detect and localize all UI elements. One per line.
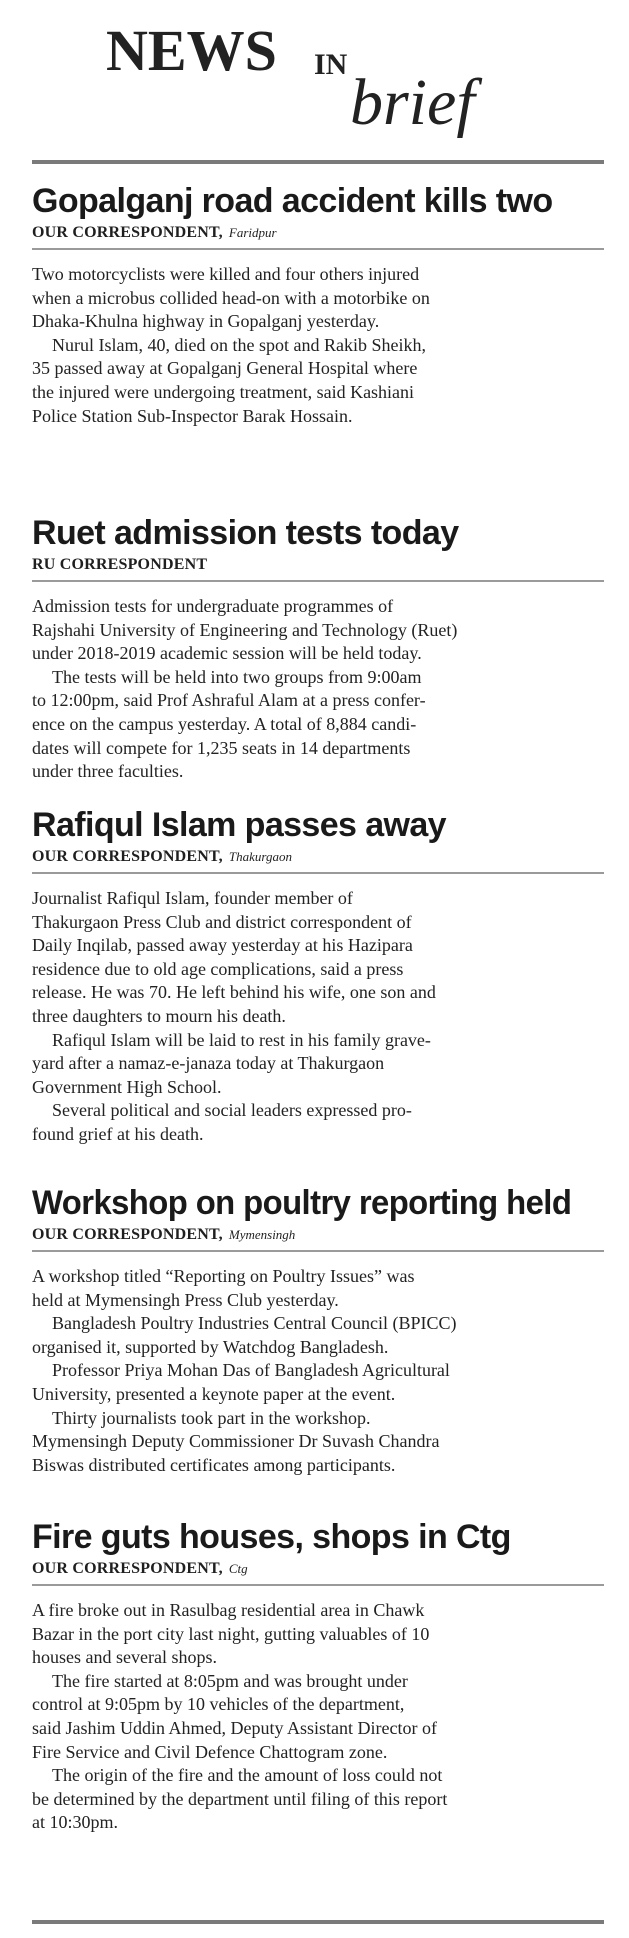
byline-rule [32, 1250, 604, 1252]
body-line: Nurul Islam, 40, died on the spot and Rakib Sheikh, [52, 334, 426, 355]
body-line: said Jashim Uddin Ahmed, Deputy Assistant Director of [32, 1717, 437, 1738]
article-paragraph [32, 1312, 604, 1359]
bottom-rule [32, 1920, 604, 1924]
article-paragraph [32, 1599, 604, 1670]
body-line: Daily Inqilab, passed away yesterday at his Hazipara [32, 935, 413, 956]
article-paragraph [32, 1265, 604, 1312]
body-line: Several political and social leaders expressed pro- [52, 1100, 412, 1121]
body-line: Two motorcyclists were killed and four others injured [32, 264, 420, 284]
article-byline [32, 223, 604, 243]
article-body [32, 1599, 604, 1835]
article-ruet-admission [32, 512, 604, 784]
article-paragraph [32, 1764, 604, 1835]
byline-correspondent: RU CORRESPONDENT [32, 556, 208, 573]
article-byline [32, 1225, 604, 1245]
masthead [32, 0, 604, 165]
article-paragraph [32, 1407, 604, 1478]
byline-correspondent: OUR CORRESPONDENT, [32, 848, 223, 865]
body-line: 35 passed away at Gopalganj General Hospital where [32, 358, 418, 379]
byline-location: Mymensingh [228, 1227, 296, 1242]
body-line: Dhaka-Khulna highway in Gopalganj yesterday. [32, 311, 380, 332]
article-paragraph [32, 887, 604, 1029]
byline-location: Ctg [228, 1561, 248, 1576]
body-line: residence due to old age complications, said a press [32, 958, 404, 979]
body-line: Fire Service and Civil Defence Chattogram zone. [32, 1741, 388, 1762]
body-line: under three faculties. [32, 761, 184, 782]
body-line: Thirty journalists took part in the workshop. [52, 1407, 371, 1428]
body-line: Biswas distributed certificates among participants. [32, 1454, 396, 1475]
masthead-news: NEWS [106, 18, 277, 83]
news-in-brief-page [32, 0, 604, 1938]
byline-rule [32, 872, 604, 874]
article-paragraph [32, 263, 604, 334]
body-line: dates will compete for 1,235 seats in 14 departments [32, 737, 411, 758]
article-gopalganj-accident [32, 180, 604, 428]
article-headline: Ruet admission tests today [32, 514, 459, 552]
body-line: at 10:30pm. [32, 1812, 118, 1833]
body-line: release. He was 70. He left behind his wife, one son and [32, 982, 436, 1003]
body-line: Bazar in the port city last night, gutting valuables of 10 [32, 1623, 430, 1644]
body-line: under 2018-2019 academic session will be held today. [32, 643, 422, 664]
body-line: A fire broke out in Rasulbag residential area in Chawk [32, 1600, 425, 1620]
article-rafiqul-islam [32, 804, 604, 1147]
article-paragraph [32, 1670, 604, 1764]
byline-rule [32, 580, 604, 582]
article-paragraph [32, 1099, 604, 1146]
body-line: yard after a namaz-e-janaza today at Thakurgaon [32, 1053, 385, 1074]
article-paragraph [32, 595, 604, 666]
article-body [32, 887, 604, 1147]
byline-rule [32, 1584, 604, 1586]
article-paragraph [32, 666, 604, 784]
body-line: houses and several shops. [32, 1647, 217, 1668]
body-line: Professor Priya Mohan Das of Bangladesh Agricultural [52, 1360, 450, 1381]
body-line: The fire started at 8:05pm and was brought under [52, 1670, 408, 1691]
body-line: to 12:00pm, said Prof Ashraful Alam at a press confer- [32, 690, 426, 711]
article-byline [32, 1559, 604, 1579]
body-line: found grief at his death. [32, 1123, 204, 1144]
article-paragraph [32, 1359, 604, 1406]
body-line: control at 9:05pm by 10 vehicles of the department, [32, 1694, 405, 1715]
body-line: The origin of the fire and the amount of loss could not [52, 1765, 443, 1786]
body-line: Rafiqul Islam will be laid to rest in his family grave- [52, 1029, 431, 1050]
body-line: Admission tests for undergraduate programmes of [32, 596, 394, 616]
article-poultry-workshop [32, 1182, 604, 1477]
article-body [32, 1265, 604, 1477]
body-line: Bangladesh Poultry Industries Central Council (BPICC) [52, 1313, 457, 1334]
body-line: when a microbus collided head-on with a motorbike on [32, 287, 430, 308]
body-line: Police Station Sub-Inspector Barak Hossain. [32, 405, 353, 426]
article-body [32, 595, 604, 784]
article-headline: Workshop on poultry reporting held [32, 1184, 572, 1222]
article-byline [32, 555, 604, 575]
body-line: University, presented a keynote paper at the event. [32, 1383, 396, 1404]
byline-correspondent: OUR CORRESPONDENT, [32, 224, 223, 241]
body-line: organised it, supported by Watchdog Bangladesh. [32, 1336, 389, 1357]
body-line: Mymensingh Deputy Commissioner Dr Suvash Chandra [32, 1431, 440, 1452]
body-line: ence on the campus yesterday. A total of 8,884 candi- [32, 713, 417, 734]
article-headline: Gopalganj road accident kills two [32, 182, 553, 220]
body-line: held at Mymensingh Press Club yesterday. [32, 1289, 339, 1310]
body-line: A workshop titled “Reporting on Poultry Issues” was [32, 1266, 415, 1286]
body-line: Journalist Rafiqul Islam, founder member of [32, 888, 353, 908]
byline-location: Faridpur [228, 225, 277, 240]
body-line: Rajshahi University of Engineering and Technology (Ruet) [32, 619, 458, 640]
article-paragraph [32, 334, 604, 428]
byline-rule [32, 248, 604, 250]
article-body [32, 263, 604, 428]
article-ctg-fire [32, 1516, 604, 1835]
masthead-brief: brief [350, 66, 475, 139]
article-headline: Rafiqul Islam passes away [32, 806, 446, 844]
article-headline: Fire guts houses, shops in Ctg [32, 1518, 511, 1556]
byline-correspondent: OUR CORRESPONDENT, [32, 1560, 223, 1577]
masthead-rule [32, 160, 604, 164]
article-byline [32, 847, 604, 867]
byline-correspondent: OUR CORRESPONDENT, [32, 1226, 223, 1243]
article-paragraph [32, 1029, 604, 1100]
body-line: three daughters to mourn his death. [32, 1005, 286, 1026]
body-line: The tests will be held into two groups from 9:00am [52, 666, 422, 687]
body-line: the injured were undergoing treatment, said Kashiani [32, 381, 415, 402]
byline-location: Thakurgaon [228, 849, 292, 864]
body-line: Government High School. [32, 1076, 222, 1097]
body-line: be determined by the department until filing of this report [32, 1788, 448, 1809]
body-line: Thakurgaon Press Club and district correspondent of [32, 911, 412, 932]
masthead-in: IN [314, 48, 348, 81]
